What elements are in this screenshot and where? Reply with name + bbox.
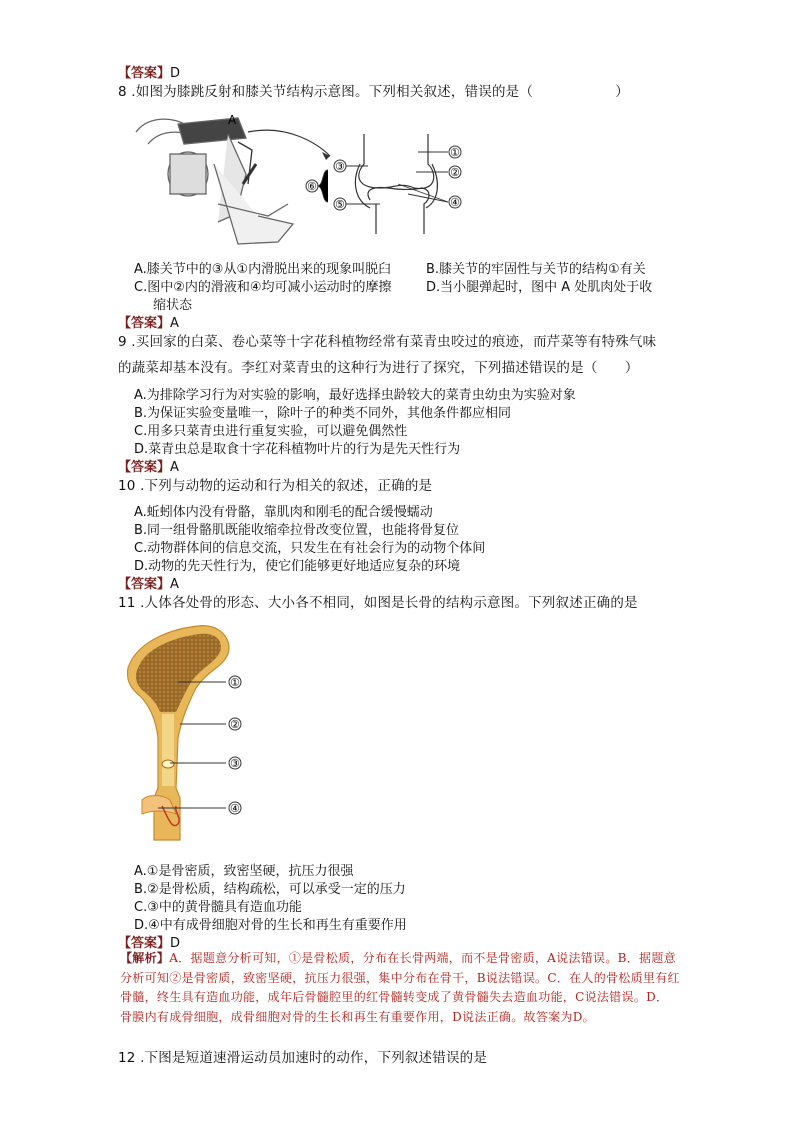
label-1: ①	[450, 146, 460, 159]
q10-answer	[118, 573, 179, 592]
q9-answer	[118, 456, 179, 475]
q10-option-c: C.动物群体间的信息交流，只发生在有社会行为的动物个体间	[134, 541, 486, 556]
label-2: ②	[450, 166, 460, 179]
q10-stem: 10 .下列与动物的运动和行为相关的叙述，正确的是	[118, 478, 433, 494]
label-A: A	[228, 113, 237, 127]
q9-option-c: C.用多只菜青虫进行重复实验，可以避免偶然性	[134, 424, 408, 439]
q9-option-a: A.为排除学习行为对实验的影响，最好选择虫龄较大的菜青虫幼虫为实验对象	[134, 388, 576, 403]
long-bone-figure	[118, 618, 278, 853]
q11-stem: 11 .人体各处骨的形态、大小各不相同，如图是长骨的结构示意图。下列叙述正确的是	[118, 595, 638, 611]
q11-explanation	[120, 949, 680, 1027]
q8-option-c: C.图中②内的滑液和④均可减小运动时的摩擦	[134, 280, 392, 295]
knee-reflex-figure	[118, 104, 478, 254]
label-6: ⑥	[307, 180, 317, 193]
q8-stem: 8 .如图为膝跳反射和膝关节结构示意图。下列相关叙述，错误的是（ ）	[118, 84, 629, 100]
q10-option-d: D.动物的先天性行为，使它们能够更好地适应复杂的环境	[134, 559, 461, 574]
bone-label-4: ④	[230, 802, 240, 815]
q7-answer	[118, 62, 180, 81]
answer-value: D	[170, 936, 181, 951]
answer-label: 【答案】	[118, 577, 171, 592]
q10-option-b: B.同一组骨骼肌既能收缩牵拉骨改变位置，也能将骨复位	[134, 523, 460, 538]
q8-option-a: A.膝关节中的③从①内滑脱出来的现象叫脱臼	[134, 262, 392, 277]
bone-label-1: ①	[230, 676, 240, 689]
answer-label: 【答案】	[118, 460, 171, 475]
label-3: ③	[335, 160, 345, 173]
q9-stem-line1: 9 .买回家的白菜、卷心菜等十字花科植物经常有菜青虫咬过的痕迹，而芹菜等有特殊气味	[118, 334, 657, 350]
answer-label: 【答案】	[118, 936, 171, 951]
q11-option-b: B.②是骨松质，结构疏松，可以承受一定的压力	[134, 882, 406, 897]
answer-value: A	[170, 577, 179, 592]
q9-option-d: D.菜青虫总是取食十字花科植物叶片的行为是先天性行为	[134, 442, 461, 457]
q11-option-c: C.③中的黄骨髓具有造血功能	[134, 900, 302, 915]
q11-option-a: A.①是骨密质，致密坚硬，抗压力很强	[134, 864, 354, 879]
answer-value: A	[170, 316, 179, 331]
q9-option-b: B.为保证实验变量唯一，除叶子的种类不同外，其他条件都应相同	[134, 406, 512, 421]
explanation-text: A．据题意分析可知，①是骨松质，分布在长骨两端，而不是骨密质，A说法错误。B．据题意分析可知②是骨密质，致密坚硬，抗压力很强，集中分布在骨干，B说法错误。C．在人的骨松质里有红骨髓，终生具有造血功能，成年后骨髓腔里的红骨髓转变成了黄骨髓失去造血功能，C说法错误。D．骨膜内有成骨细胞，成骨细胞对骨的生长和再生有重要作用，D说法正确。故答案为D。	[120, 951, 680, 1024]
q8-answer	[118, 312, 179, 331]
bone-label-2: ②	[230, 718, 240, 731]
explanation-label: 【解析】	[120, 951, 170, 965]
answer-value: A	[170, 460, 179, 475]
q8-option-b: B.膝关节的牢固性与关节的结构①有关	[426, 262, 646, 277]
q10-option-a: A.蚯蚓体内没有骨骼，靠肌肉和刚毛的配合缓慢蠕动	[134, 505, 433, 520]
q8-option-d-cont: 缩状态	[153, 298, 193, 313]
label-5: ⑤	[335, 198, 345, 211]
answer-label: 【答案】	[118, 66, 171, 81]
q11-option-d: D.④中有成骨细胞对骨的生长和再生有重要作用	[134, 918, 407, 933]
q8-option-d: D.当小腿弹起时，图中 A 处肌肉处于收	[426, 280, 653, 295]
q12-stem: 12 .下图是短道速滑运动员加速时的动作，下列叙述错误的是	[118, 1050, 488, 1066]
q9-stem-line2: 的蔬菜却基本没有。李红对菜青虫的这种行为进行了探究，下列描述错误的是（ ）	[118, 360, 639, 376]
label-4: ④	[450, 196, 460, 209]
answer-value: D	[170, 66, 181, 81]
answer-label: 【答案】	[118, 316, 171, 331]
bone-label-3: ③	[230, 757, 240, 770]
